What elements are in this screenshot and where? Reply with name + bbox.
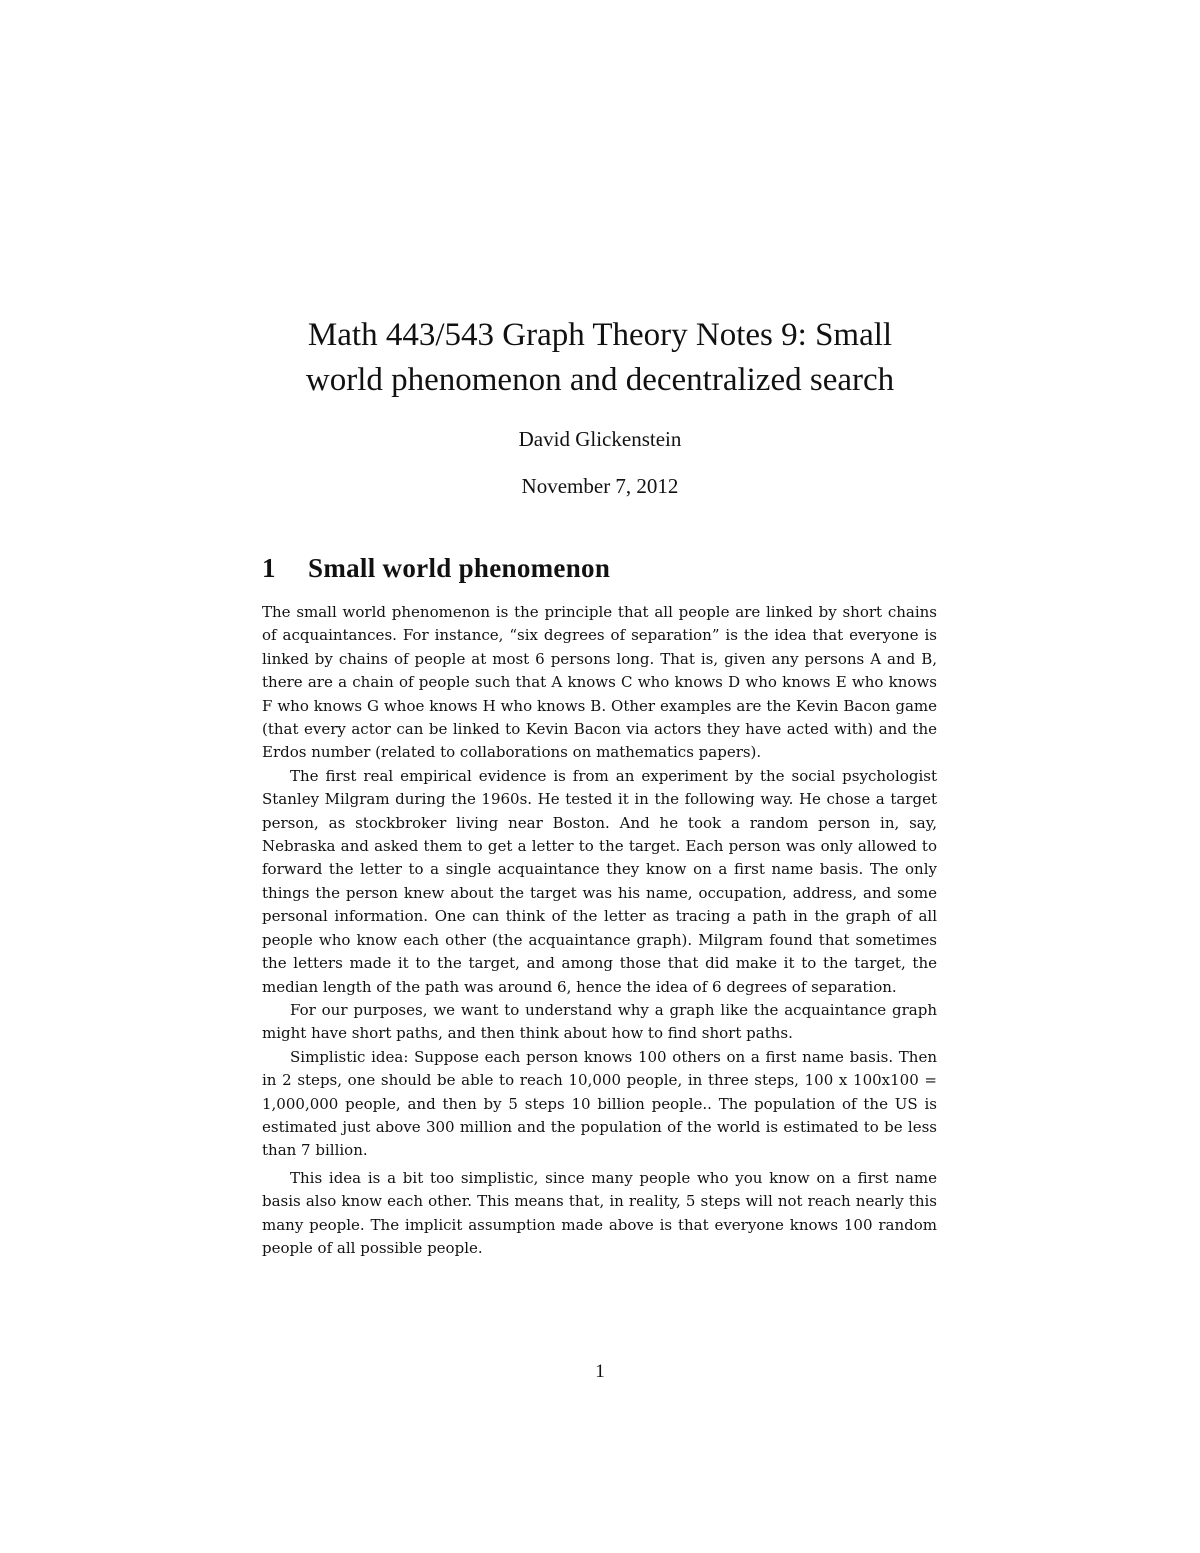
page-number: 1 [595,1361,605,1382]
paragraph-1: The small world phenomenon is the principle that all people are linked by short chains of acquaintances. For instance, “six degrees of separation” is the idea that everyone is linked by chains of people at most 6 persons long. That is, given any persons A and B, there are a chain of people such that A knows C who knows D who knows E who knows F who knows G whoe knows H who knows B. Other examples are the Kevin Bacon game (that every actor can be linked to Kevin Bacon via actors they have acted with) and the Erdos number (related to collaborations on mathematics papers). [262,603,937,762]
author-name: David Glickenstein [518,427,682,451]
document-title [180,313,1020,403]
paragraph-2: The first real empirical evidence is from an experiment by the social psychologist Stanley Milgram during the 1960s. He tested it in the following way. He chose a target person, as stockbroker living near Boston. And he took a random person in, say, Nebraska and asked them to get a letter to the target. Each person was only allowed to forward the letter to a single acquaintance they know on a first name basis. The only things the person knew about the target was his name, occupation, address, and some personal information. One can think of the letter as tracing a path in the graph of all people who know each other (the acquaintance graph). Milgram found that sometimes the letters made it to the target, and among those that did make it to the target, the median length of the path was around 6, hence the idea of 6 degrees of separation. [262,766,937,996]
paragraph-3: For our purposes, we want to understand why a graph like the acquaintance graph might have short paths, and then think about how to find short paths. [262,1000,937,1043]
title-line-1: Math 443/543 Graph Theory Notes 9: Small [307,317,893,353]
section-title: Small world phenomenon [308,553,611,583]
title-line-2: world phenomenon and decentralized search [305,362,895,398]
paragraph-5: This idea is a bit too simplistic, since many people who you know on a first name basis also know each other. This means that, in reality, 5 steps will not reach nearly this many people. The implicit assumption made above is that everyone knows 100 random people of all possible people. [262,1168,937,1257]
section-body [262,601,937,1260]
section-number: 1 [262,553,276,583]
paragraph-4: Simplistic idea: Suppose each person knows 100 others on a first name basis. Then in 2 steps, one should be able to reach 10,000 people, in three steps, 100 x 100x100 = 1,000,000 people, and then by 5 steps 10 billion people.. The population of the US is estimated just above 300 million and the population of the world is estimated to be less than 7 billion. [262,1047,937,1160]
section-heading [262,550,610,586]
document-date: November 7, 2012 [521,474,679,498]
